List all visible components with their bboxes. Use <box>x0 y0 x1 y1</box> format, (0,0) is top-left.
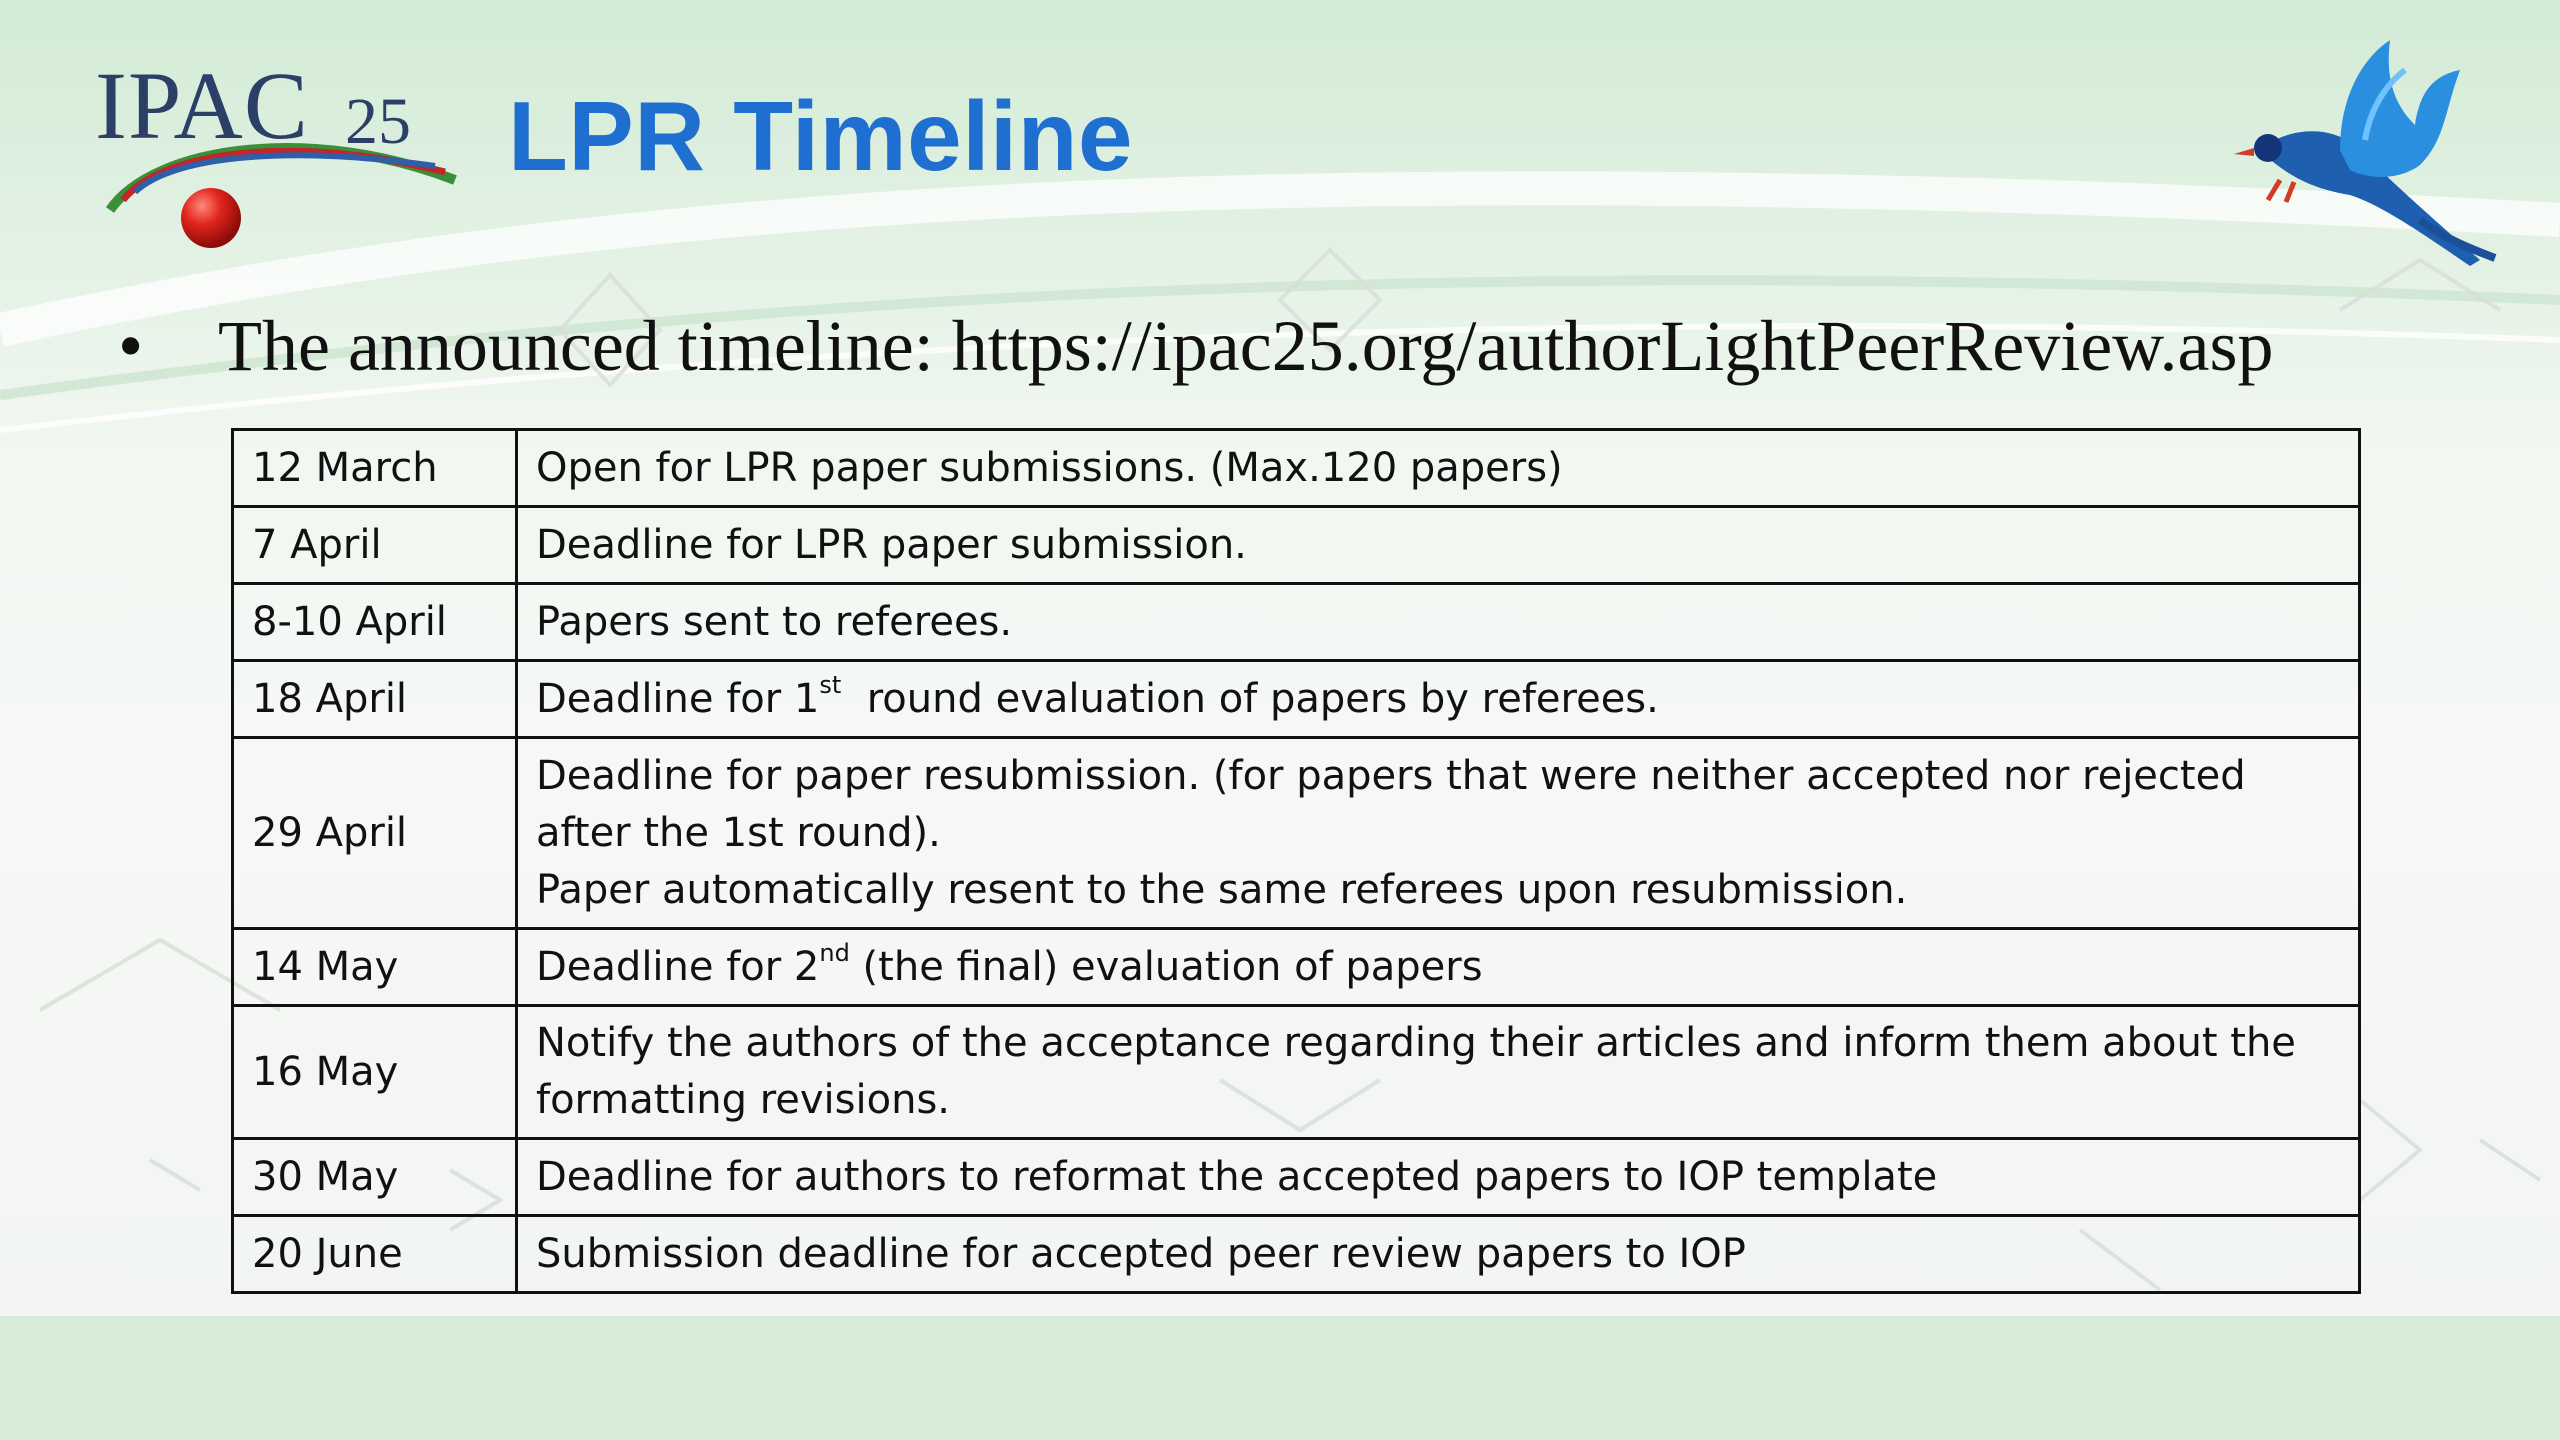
table-row <box>233 507 2360 584</box>
blue-magpie-bird-icon <box>2220 30 2510 280</box>
lpr-timeline-table <box>231 428 2361 1294</box>
table-row <box>233 584 2360 661</box>
table-row <box>233 1139 2360 1216</box>
description-cell: Deadline for LPR paper submission. <box>517 507 2360 584</box>
table-row <box>233 661 2360 738</box>
slide-title: LPR Timeline <box>508 81 1134 191</box>
ipac25-logo <box>95 50 465 260</box>
date-cell: 16 May <box>233 1006 517 1139</box>
date-cell: 18 April <box>233 661 517 738</box>
description-line: Paper automatically resent to the same referees upon resubmission. <box>536 866 1908 913</box>
description-cell: Open for LPR paper submissions. (Max.120 papers) <box>517 430 2360 507</box>
logo-text: IPAC <box>95 52 309 159</box>
date-cell: 20 June <box>233 1216 517 1293</box>
description-line: Deadline for paper resubmission. (for papers that were neither accepted nor rejected after the 1st round). <box>536 752 2246 856</box>
ordinal-suffix: nd <box>819 939 850 968</box>
description-cell: Submission deadline for accepted peer review papers to IOP <box>517 1216 2360 1293</box>
table-row <box>233 1006 2360 1139</box>
table-row <box>233 430 2360 507</box>
table-row <box>233 1216 2360 1293</box>
bullet-marker: • <box>118 306 144 386</box>
date-cell: 14 May <box>233 929 517 1006</box>
description-cell: Notify the authors of the acceptance regarding their articles and inform them about the formatting revisions. <box>517 1006 2360 1139</box>
date-cell: 8-10 April <box>233 584 517 661</box>
description-cell: Papers sent to referees. <box>517 584 2360 661</box>
logo-number: 25 <box>345 85 411 158</box>
ordinal-suffix: st <box>819 671 842 700</box>
date-cell: 30 May <box>233 1139 517 1216</box>
announcement-bullet <box>118 305 2273 388</box>
table-row <box>233 929 2360 1006</box>
logo-swoosh-icon <box>95 50 465 260</box>
description-cell <box>517 661 2360 738</box>
table-row <box>233 738 2360 929</box>
bottom-band <box>0 1316 2560 1440</box>
date-cell: 29 April <box>233 738 517 929</box>
description-cell <box>517 738 2360 929</box>
description-text: Deadline for 1 <box>536 675 820 722</box>
description-cell: Deadline for authors to reformat the accepted papers to IOP template <box>517 1139 2360 1216</box>
description-text: Deadline for 2 <box>536 943 820 990</box>
description-text: round evaluation of papers by referees. <box>841 675 1659 722</box>
date-cell: 12 March <box>233 430 517 507</box>
description-cell <box>517 929 2360 1006</box>
description-text: (the final) evaluation of papers <box>849 943 1483 990</box>
date-cell: 7 April <box>233 507 517 584</box>
announcement-text: The announced timeline: https://ipac25.org/authorLightPeerReview.asp <box>218 306 2274 386</box>
